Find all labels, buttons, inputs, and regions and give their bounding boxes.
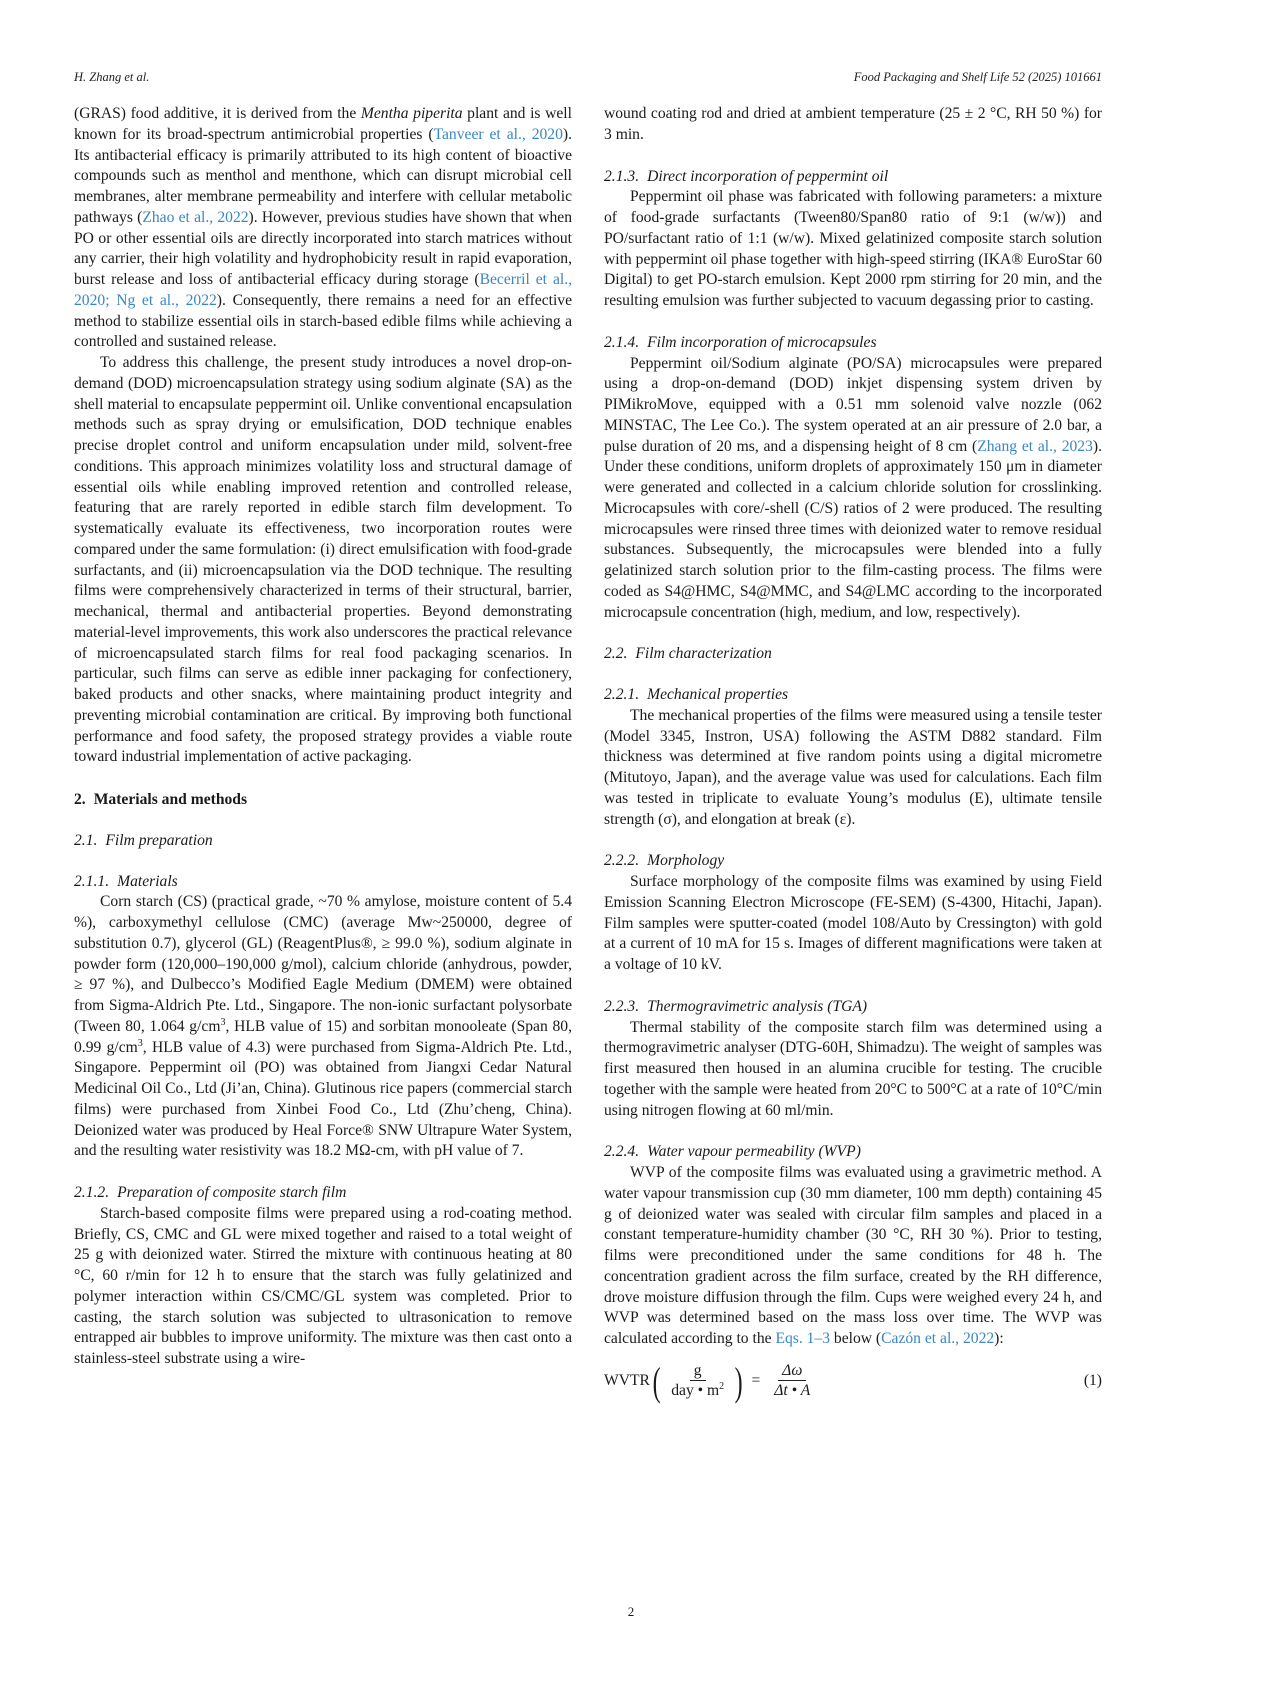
left-paren: ( (652, 1358, 661, 1404)
left-column (74, 104, 572, 1370)
morphology-paragraph: Surface morphology of the composite films was examined by using Field Emission Scanning Electron Microscope (FE-SEM) (S-4300, Hitachi, Japan). Film samples were sputter-coated (model 108/Auto by Cressington) with gold at a current of 10 mA for 15 s. Images of different magnifications were taken at a voltage of 10 kV. (604, 873, 1102, 973)
subsubsection-heading: 2.2.3. Thermogravimetric analysis (TGA) (604, 997, 868, 1015)
running-head-journal: Food Packaging and Shelf Life 52 (2025) 101661 (853, 70, 1102, 84)
citation-link[interactable]: Cazón et al., 2022 (881, 1330, 995, 1347)
right-paren: ) (734, 1358, 743, 1404)
unit-fraction: $\frac{g}{day • m^2}$ (671, 1362, 725, 1400)
citation-link[interactable]: Becerril et al., 2020; Ng et al., 2022 (74, 271, 572, 309)
subsubsection-heading: 2.2.1. Mechanical properties (604, 686, 789, 703)
rate-fraction: $\frac{\Delta\omega}{\Delta t • A}$ (774, 1362, 811, 1400)
section-heading: 2. Materials and methods (74, 791, 248, 808)
citation-link[interactable]: Zhang et al., 2023 (977, 437, 1093, 455)
equation-link[interactable]: Eqs. 1–3 (775, 1330, 831, 1347)
citation-link[interactable]: Tanveer et al., 2020 (433, 125, 563, 143)
subsubsection-heading: 2.1.1. Materials (74, 872, 178, 890)
intro-paragraph-1: (GRAS) food additive, it is derived from the Mentha piperita plant and is well known for its broad-spectrum antimicrobial properties (Tanveer et al., 2020). Its antibacterial efficacy is primarily attributed to its high content of bioactive compounds such as menthol and menthone, which can disrupt microbial cell membranes, alter membrane permeability and interfere with cellular metabolic pathways (Zhao et al., 2022). However, previous studies have shown that when PO or other essential oils are directly incorporated into starch matrices without any carrier, their high volatility and hydrophobicity result in rapid evaporation, burst release and loss of antibacterial efficacy during storage (Becerril et al., 2020; Ng et al., 2022). Consequently, there remains a need for an effective method to stabilize essential oils in starch-based edible films while achieving a controlled and sustained release. (74, 105, 572, 351)
running-head-authors: H. Zhang et al. (74, 70, 150, 84)
citation-link[interactable]: Zhao et al., 2022 (142, 208, 249, 226)
continuation-paragraph: wound coating rod and dried at ambient temperature (25 ± 2 °C, RH 50 %) for 3 min. (604, 105, 1102, 143)
page-number: 2 (627, 1604, 635, 1619)
subsubsection-heading: 2.1.3. Direct incorporation of peppermint oil (604, 167, 889, 185)
subsubsection-heading: 2.2.4. Water vapour permeability (WVP) (604, 1143, 861, 1161)
materials-paragraph: Corn starch (CS) (practical grade, ~70 % amylose, moisture content of 5.4 %), carboxymethyl cellulose (CMC) (average Mw~250000, degree of substitution 0.7), glycerol (GL) (ReagentPlus®, ≥ 99.0 %), sodium alginate in powder form (120,000–190,000 g/mol), calcium chloride (anhydrous, powder, ≥ 97 %), and Dulbecco’s Modified Eagle Medium (DMEM) were obtained from Sigma-Aldrich Pte. Ltd., Singapore. The non-ionic surfactant polysorbate (Tween 80, 1.064 $g/cm^3$, HLB value of 15) and sorbitan monooleate (Span 80, 0.99 $g/cm^3$, HLB value of 4.3) were purchased from Sigma-Aldrich Pte. Ltd., Singapore. Peppermint oil (PO) was obtained from Jiangxi Cedar Natural Medicinal Oil Co., Ltd (Ji’an, China). Glutinous rice papers (commercial starch films) were purchased from Xinbei Food Co., Ltd (Zhu’cheng, China). Deionized water was produced by Heal Force® SNW Ultrapure Water System, and the resulting water resistivity was 18.2 MΩ-cm, with pH value of 7. (74, 893, 572, 1160)
mechanical-paragraph: The mechanical properties of the films were measured using a tensile tester (Model 3345, Instron, USA) following the ASTM D882 standard. Film thickness was determined at five random points using a digital micrometre (Mitutoyo, Japan), and the average value was used for calculations. Each film was tested in triplicate to evaluate Young’s modulus (E), ultimate tensile strength (σ), and elongation at break (ε). (604, 706, 1102, 828)
subsection-heading: 2.2. Film characterization (604, 645, 772, 663)
subsection-heading: 2.1. Film preparation (74, 831, 213, 849)
subsubsection-heading: 2.2.2. Morphology (604, 852, 725, 870)
species-name: Mentha piperita (360, 105, 463, 122)
wvp-paragraph: WVP of the composite films was evaluated using a gravimetric method. A water vapour transmission cup (30 mm diameter, 100 mm depth) containing 45 g of deionized water was sealed with circular film samples and placed in a constant temperature-humidity chamber (30 °C, RH 30 %). Prior to testing, films were preconditioned under the same conditions for 48 h. The concentration gradient across the film surface, created by the RH difference, drove moisture diffusion through the film. Cups were weighed every 24 h, and WVP was determined based on the mass loss over time. The WVP was calculated according to the Eqs. 1–3 below (Cazón et al., 2022): (604, 1164, 1102, 1347)
direct-incorporation-paragraph: Peppermint oil phase was fabricated with following parameters: a mixture of food-grade surfactants (Tween80/Span80 ratio of 9:1 (w/w)) and PO/surfactant ratio of 1:1 (w/w). Mixed gelatinized composite starch solution with peppermint oil phase together with high-speed stirring (IKA® EuroStar 60 Digital) to get PO-starch emulsion. Kept 2000 rpm stirring for 20 min, and the resulting emulsion was further subjected to vacuum degassing prior to casting. (604, 188, 1102, 309)
equation-body: WVTR ( $\frac{g}{day • m^2}$ ) = $\frac{\Delta\omega}{\Delta t • A}$ (604, 1362, 818, 1402)
subsubsection-heading: 2.1.4. Film incorporation of microcapsules (604, 333, 877, 351)
tga-paragraph: Thermal stability of the composite starch film was determined using a thermogravimetric analyser (DTG-60H, Shimadzu). The weight of samples was first measured then housed in an alumina crucible for testing. The crucible together with the sample were heated from 20°C to 500°C at a rate of 10°C/min using nitrogen flowing at 60 ml/min. (604, 1018, 1102, 1119)
intro-paragraph-2: To address this challenge, the present study introduces a novel drop-on-demand (DOD) microencapsulation strategy using sodium alginate (SA) as the shell material to encapsulate peppermint oil. Unlike conventional encapsulation methods such as spray drying or emulsification, DOD technique enables precise droplet control and uniform encapsulation under mild, solvent-free conditions. This approach minimizes volatility loss and structural damage of essential oils while enabling improved retention and controlled release, featuring that are rarely reported in edible starch film development. To systematically evaluate its effectiveness, two incorporation routes were compared under the same formulation: (i) direct emulsification with food-grade surfactants, and (ii) microencapsulation via the DOD technique. The resulting films were comprehensively characterized in terms of their structural, barrier, mechanical, thermal and antibacterial properties. Beyond demonstrating material-level improvements, this work also underscores the practical relevance of microencapsulated starch films for real food packaging scenarios. In particular, such films can serve as edible inner packaging for confectionery, baked products and other snacks, where maintaining product integrity and preventing microbial contamination are critical. By improving both functional performance and food safety, the proposed strategy provides a viable route toward industrial implementation of active packaging. (74, 354, 572, 766)
subsubsection-heading: 2.1.2. Preparation of composite starch film (74, 1184, 347, 1201)
microcapsule-paragraph: Peppermint oil/Sodium alginate (PO/SA) microcapsules were prepared using a drop-on-demand (DOD) inkjet dispensing system driven by PIMikroMove, equipped with a 0.51 mm solenoid valve nozzle (062 MINSTAC, The Lee Co.). The system operated at an air pressure of 2.0 bar, a pulse duration of 20 ms, and a dispensing height of 8 cm (Zhang et al., 2023). Under these conditions, uniform droplets of approximately 150 μm in diameter were generated and collected in a calcium chloride solution for crosslinking. Microcapsules with core/-shell (C/S) ratios of 2 were produced. The resulting microcapsules were rinsed three times with deionized water to remove residual substances. Subsequently, the microcapsules were blended into a fully gelatinized starch solution prior to the film-casting process. The films were coded as S4@HMC, S4@MMC, and S4@LMC according to the incorporated microcapsule concentration (high, medium, and low, respectively). (604, 354, 1102, 621)
equation-1 (604, 1358, 1102, 1404)
equation-label: (1) (1083, 1372, 1102, 1390)
right-column (604, 104, 1102, 1402)
preparation-paragraph: Starch-based composite films were prepared using a rod-coating method. Briefly, CS, CMC and GL were mixed together and raised to a total weight of 25 g with deionized water. Stirred the mixture with continuous heating at 80 °C, 60 r/min for 12 h to ensure that the starch was fully gelatinized and polymer interaction within CS/CMC/GL system was completed. Prior to casting, the starch solution was subjected to ultrasonication to remove entrapped air bubbles to improve uniformity. The mixture was then cast onto a stainless-steel substrate using a wire- (74, 1204, 572, 1367)
